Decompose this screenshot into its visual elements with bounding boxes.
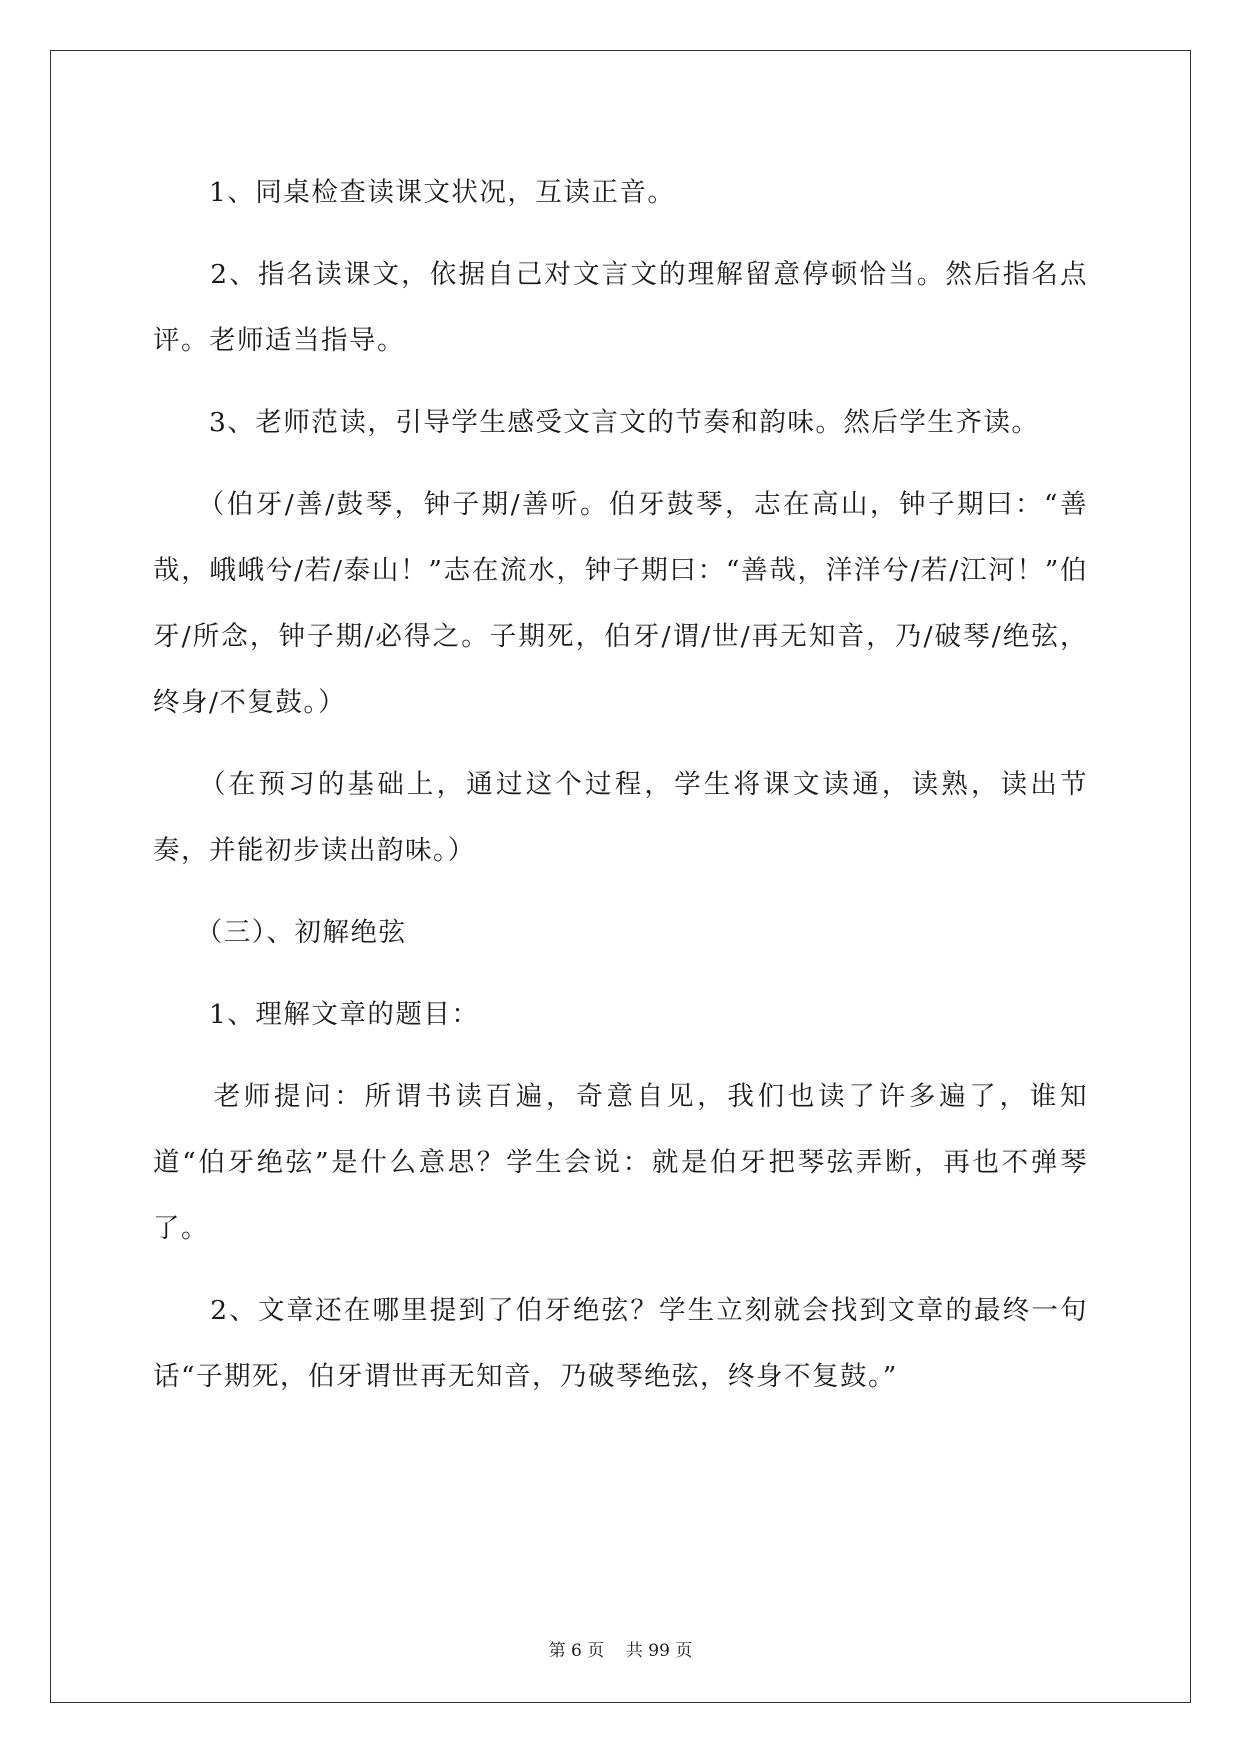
page-total: 共 99 页	[625, 1641, 693, 1661]
paragraph-8: 老师提问：所谓书读百遍，奇意自见，我们也读了许多遍了，谁知道“伯牙绝弦”是什么意思？学生会说：就是伯牙把琴弦弄断，再也不弹琴了。	[153, 1081, 1088, 1244]
paragraph-6: （三）、初解绝弦	[153, 917, 407, 948]
document-body	[153, 160, 1088, 1426]
paragraph-7: 1、理解文章的题目：	[153, 999, 480, 1030]
page-footer	[0, 1636, 1241, 1661]
paragraph-4: （伯牙/善/鼓琴，钟子期/善听。伯牙鼓琴，志在高山，钟子期曰：“善哉，峨峨兮/若/泰山！”志在流水，钟子期曰：“善哉，洋洋兮/若/江河！”伯牙/所念，钟子期/必得之。子期死，伯牙/谓/世/再无知音，乃/破琴/绝弦，终身/不复鼓。）	[153, 489, 1088, 718]
page-number: 第 6 页	[548, 1641, 605, 1661]
paragraph-3: 3、老师范读，引导学生感受文言文的节奏和韵味。然后学生齐读。	[153, 407, 1040, 438]
paragraph-1: 1、同桌检查读课文状况，互读正音。	[153, 177, 676, 208]
paragraph-9: 2、文章还在哪里提到了伯牙绝弦？学生立刻就会找到文章的最终一句话“子期死，伯牙谓世再无知音，乃破琴绝弦，终身不复鼓。”	[153, 1295, 1088, 1392]
paragraph-2: 2、指名读课文，依据自己对文言文的理解留意停顿恰当。然后指名点评。老师适当指导。	[153, 259, 1088, 356]
paragraph-5: （在预习的基础上，通过这个过程，学生将课文读通，读熟，读出节奏，并能初步读出韵味。）	[153, 769, 1088, 866]
